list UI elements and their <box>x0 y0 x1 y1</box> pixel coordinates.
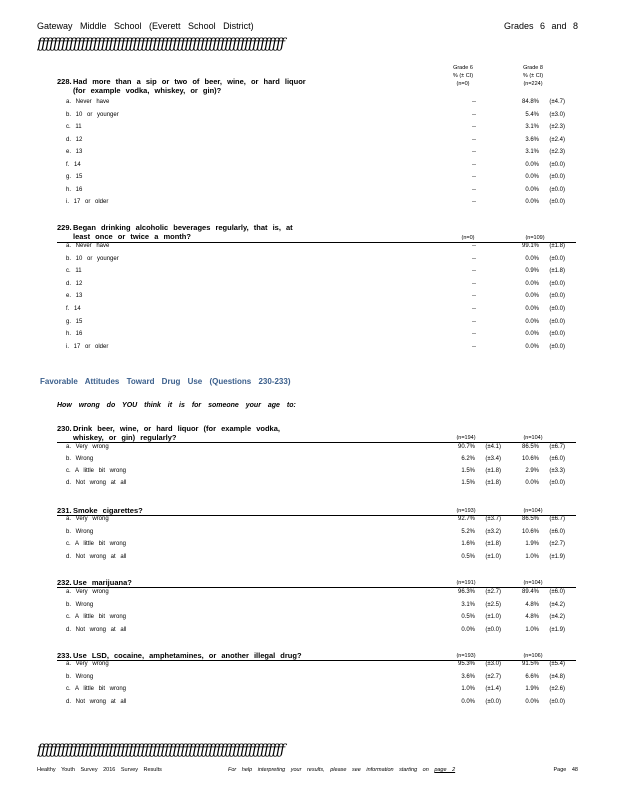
row-label: c. A little bit wrong <box>66 541 127 547</box>
cell-grade6-percent: 3.6% <box>461 673 475 680</box>
table-row <box>57 468 576 480</box>
row-label: f. 14 <box>66 306 81 312</box>
cell-grade6: -- <box>472 331 476 338</box>
cell-grade6-ci: (±1.0) <box>485 553 501 560</box>
row-label: a. Very wrong <box>66 589 109 595</box>
row-label: e. 13 <box>66 293 83 300</box>
cell-grade8-ci: (±0.0) <box>549 306 565 312</box>
cell-grade8-ci: (±0.0) <box>549 255 565 262</box>
cell-grade6-percent: 1.6% <box>461 541 475 547</box>
cell-grade8-percent: 5.4% <box>525 111 539 118</box>
cell-grade6-percent: 0.0% <box>461 626 475 633</box>
question-229: 229.Began drinking alcoholic beverages regularly, that is, at least once or twice a month? <box>57 223 293 241</box>
table-row <box>57 199 576 211</box>
cell-grade8-percent: 84.8% <box>521 99 539 105</box>
cell-grade8-percent: 1.9% <box>525 541 539 547</box>
table-row <box>57 331 576 343</box>
cell-grade8-percent: 0.0% <box>525 480 539 486</box>
cell-grade8-percent: 89.4% <box>521 589 539 595</box>
row-label: g. 15 <box>66 174 83 180</box>
row-label: c. 11 <box>66 268 82 275</box>
table-row <box>57 344 576 356</box>
table-row <box>57 480 576 492</box>
cell-grade8-ci: (±1.8) <box>549 268 565 275</box>
cell-grade6-percent: 0.5% <box>461 614 475 620</box>
cell-grade8-ci: (±6.0) <box>549 528 565 535</box>
cell-grade8-percent: 3.1% <box>525 149 539 155</box>
cell-grade8-ci: (±0.0) <box>549 343 565 350</box>
cell-grade8-ci: (±0.0) <box>549 280 565 287</box>
row-label: b. Wrong <box>66 528 94 535</box>
question-232: 232.Use marijuana? <box>57 578 132 587</box>
cell-grade8-percent: 1.0% <box>525 626 539 633</box>
table-row <box>57 614 576 626</box>
row-label: d. Not wrong at all <box>66 553 127 560</box>
cell-grade8-percent: 6.6% <box>525 673 539 680</box>
cell-grade8-ci: (±0.0) <box>549 293 565 300</box>
table-row <box>57 456 576 468</box>
row-label: a. Never have <box>66 243 110 249</box>
table-row <box>57 589 576 601</box>
cell-grade8-ci: (±4.7) <box>549 99 565 105</box>
cell-grade6-ci: (±0.0) <box>485 698 501 705</box>
cell-grade6-ci: (±1.4) <box>485 686 501 692</box>
rule-q232 <box>57 587 576 588</box>
cell-grade6: -- <box>472 99 476 105</box>
table-row <box>57 686 576 698</box>
table-row <box>57 243 576 255</box>
table-row <box>57 187 576 199</box>
footer-help: For help interpreting your results, please see information starting on page 2 <box>228 767 456 773</box>
cell-grade8-ci: (±0.0) <box>549 331 565 338</box>
cell-grade8-ci: (±0.0) <box>549 161 565 168</box>
decorative-rule-top: ƒƒƒƒƒƒƒƒƒƒƒƒƒƒƒƒƒƒƒƒƒƒƒƒƒƒƒƒƒƒƒƒƒƒƒƒƒƒƒƒƒƒƒƒƒƒƒƒƒƒƒƒƒƒƒƒƒƒƒƒƒƒ <box>37 36 284 52</box>
n-grade6-q232: (n=191) <box>456 580 476 586</box>
row-label: d. Not wrong at all <box>66 626 127 633</box>
cell-grade6: -- <box>472 255 476 262</box>
table-row <box>57 627 576 639</box>
table-row <box>57 319 576 331</box>
cell-grade6-ci: (±3.0) <box>485 661 501 667</box>
row-label: i. 17 or older <box>66 343 109 350</box>
cell-grade6-percent: 90.7% <box>457 444 475 450</box>
cell-grade6-percent: 92.7% <box>457 516 475 522</box>
cell-grade6-ci: (±1.8) <box>485 480 501 486</box>
footer-survey: Healthy Youth Survey 2016 Survey Results <box>37 767 162 773</box>
cell-grade6: -- <box>472 306 476 312</box>
cell-grade8-percent: 2.9% <box>525 468 539 474</box>
table-row <box>57 124 576 136</box>
table-row <box>57 112 576 124</box>
cell-grade6-ci: (±3.4) <box>485 456 501 462</box>
row-label: c. A little bit wrong <box>66 686 127 692</box>
cell-grade6-ci: (±1.8) <box>485 468 501 474</box>
cell-grade8-ci: (±0.0) <box>549 186 565 193</box>
n-grade8-q233: (n=106) <box>523 653 543 659</box>
cell-grade8-percent: 10.6% <box>521 456 539 462</box>
cell-grade8-percent: 0.0% <box>525 293 539 300</box>
cell-grade6-percent: 1.5% <box>461 468 475 474</box>
table-row <box>57 541 576 553</box>
row-label: d. Not wrong at all <box>66 480 127 486</box>
cell-grade8-ci: (±5.4) <box>549 661 565 667</box>
n-grade6-q233: (n=193) <box>456 653 476 659</box>
table-row <box>57 554 576 566</box>
table-row <box>57 516 576 528</box>
cell-grade6: -- <box>472 136 476 143</box>
table-row <box>57 137 576 149</box>
row-label: d. 12 <box>66 280 83 287</box>
row-label: b. 10 or younger <box>66 255 119 262</box>
row-label: f. 14 <box>66 161 81 168</box>
table-row <box>57 602 576 614</box>
table-row <box>57 444 576 456</box>
n-grade6-q230: (n=194) <box>456 435 476 441</box>
cell-grade8-ci: (±1.8) <box>549 243 565 249</box>
table-row <box>57 256 576 268</box>
cell-grade6: -- <box>472 268 476 275</box>
cell-grade8-percent: 91.5% <box>521 661 539 667</box>
cell-grade8-ci: (±2.6) <box>549 686 565 692</box>
cell-grade6: -- <box>472 280 476 287</box>
cell-grade6-ci: (±0.0) <box>485 626 501 633</box>
cell-grade8-ci: (±3.0) <box>549 111 565 118</box>
cell-grade8-percent: 3.1% <box>525 124 539 130</box>
cell-grade8-percent: 0.0% <box>525 280 539 287</box>
n-grade8-q230: (n=104) <box>523 435 543 441</box>
cell-grade8-ci: (±1.9) <box>549 553 565 560</box>
cell-grade8-ci: (±6.0) <box>549 589 565 595</box>
cell-grade8-percent: 0.0% <box>525 255 539 262</box>
cell-grade8-percent: 99.1% <box>521 243 539 249</box>
cell-grade6-ci: (±1.0) <box>485 614 501 620</box>
cell-grade8-percent: 0.9% <box>525 268 539 275</box>
question-228: 228.Had more than a sip or two of beer, wine, or hard liquor (for example vodka, whiskey, or gin)? <box>57 77 306 95</box>
cell-grade6-percent: 0.5% <box>461 553 475 560</box>
n-grade8-q231: (n=104) <box>523 508 543 514</box>
cell-grade6: -- <box>472 124 476 130</box>
header-school: Gateway Middle School (Everett School District) <box>37 21 254 31</box>
cell-grade6-percent: 96.3% <box>457 589 475 595</box>
footer-page-number: Page 48 <box>553 767 578 773</box>
cell-grade8-percent: 4.8% <box>525 601 539 608</box>
row-label: c. A little bit wrong <box>66 614 127 620</box>
cell-grade8-ci: (±4.2) <box>549 614 565 620</box>
cell-grade8-percent: 0.0% <box>525 698 539 705</box>
question-231: 231.Smoke cigarettes? <box>57 506 143 515</box>
cell-grade8-percent: 10.6% <box>521 528 539 535</box>
row-label: b. Wrong <box>66 456 94 462</box>
cell-grade6-ci: (±1.8) <box>485 541 501 547</box>
cell-grade8-percent: 1.9% <box>525 686 539 692</box>
table-row <box>57 661 576 673</box>
cell-grade8-percent: 0.0% <box>525 199 539 205</box>
n-grade6-q229: (n=0) <box>461 235 475 241</box>
cell-grade6: -- <box>472 243 476 249</box>
cell-grade8-ci: (±2.3) <box>549 149 565 155</box>
row-label: a. Never have <box>66 99 110 105</box>
n-grade8-q232: (n=104) <box>523 580 543 586</box>
cell-grade6-percent: 1.0% <box>461 686 475 692</box>
cell-grade8-ci: (±0.0) <box>549 199 565 205</box>
cell-grade8-ci: (±4.2) <box>549 601 565 608</box>
table-row <box>57 174 576 186</box>
cell-grade6: -- <box>472 111 476 118</box>
cell-grade8-percent: 86.5% <box>521 444 539 450</box>
row-label: h. 16 <box>66 331 83 338</box>
cell-grade8-percent: 0.0% <box>525 174 539 180</box>
question-233: 233.Use LSD, cocaine, amphetamines, or another illegal drug? <box>57 651 302 660</box>
cell-grade6-ci: (±2.7) <box>485 589 501 595</box>
table-row <box>57 699 576 711</box>
cell-grade8-ci: (±0.0) <box>549 318 565 325</box>
section-title: Favorable Attitudes Toward Drug Use (Questions 230-233) <box>40 377 291 386</box>
cell-grade6-percent: 3.1% <box>461 601 475 608</box>
cell-grade8-percent: 0.0% <box>525 306 539 312</box>
cell-grade6-percent: 95.3% <box>457 661 475 667</box>
cell-grade6: -- <box>472 186 476 193</box>
row-label: b. Wrong <box>66 673 94 680</box>
rule-q230 <box>57 442 576 443</box>
cell-grade8-percent: 0.0% <box>525 161 539 168</box>
row-label: c. A little bit wrong <box>66 468 127 474</box>
cell-grade8-percent: 0.0% <box>525 186 539 193</box>
cell-grade6-ci: (±2.5) <box>485 601 501 608</box>
cell-grade6-ci: (±3.7) <box>485 516 501 522</box>
row-label: a. Very wrong <box>66 516 109 522</box>
table-row <box>57 99 576 111</box>
cell-grade8-ci: (±2.4) <box>549 136 565 143</box>
cell-grade6: -- <box>472 343 476 350</box>
table-row <box>57 149 576 161</box>
row-label: i. 17 or older <box>66 199 109 205</box>
cell-grade8-ci: (±2.3) <box>549 124 565 130</box>
row-label: b. Wrong <box>66 601 94 608</box>
cell-grade8-percent: 0.0% <box>525 318 539 325</box>
cell-grade6-ci: (±4.1) <box>485 444 501 450</box>
header-grades: Grades 6 and 8 <box>503 21 578 31</box>
row-label: e. 13 <box>66 149 83 155</box>
cell-grade8-ci: (±2.7) <box>549 541 565 547</box>
row-label: g. 15 <box>66 318 83 325</box>
table-row <box>57 529 576 541</box>
row-label: b. 10 or younger <box>66 111 119 118</box>
cell-grade8-percent: 0.0% <box>525 343 539 350</box>
n-grade8-q229: (n=109) <box>525 235 545 241</box>
cell-grade8-ci: (±0.0) <box>549 698 565 705</box>
cell-grade8-ci: (±4.8) <box>549 673 565 680</box>
cell-grade8-percent: 0.0% <box>525 331 539 338</box>
cell-grade6: -- <box>472 161 476 168</box>
row-label: d. 12 <box>66 136 83 143</box>
row-label: a. Very wrong <box>66 444 109 450</box>
table-row <box>57 306 576 318</box>
cell-grade8-percent: 4.8% <box>525 614 539 620</box>
cell-grade8-ci: (±6.7) <box>549 444 565 450</box>
decorative-rule-bottom: ƒƒƒƒƒƒƒƒƒƒƒƒƒƒƒƒƒƒƒƒƒƒƒƒƒƒƒƒƒƒƒƒƒƒƒƒƒƒƒƒƒƒƒƒƒƒƒƒƒƒƒƒƒƒƒƒƒƒƒƒƒƒ <box>37 742 284 758</box>
cell-grade6-percent: 6.2% <box>461 456 475 462</box>
table-row <box>57 268 576 280</box>
cell-grade6: -- <box>472 174 476 180</box>
table-row <box>57 162 576 174</box>
cell-grade6-ci: (±3.2) <box>485 528 501 535</box>
row-label: c. 11 <box>66 124 82 130</box>
cell-grade8-ci: (±0.0) <box>549 480 565 486</box>
cell-grade8-percent: 86.5% <box>521 516 539 522</box>
table-row <box>57 674 576 686</box>
cell-grade6: -- <box>472 199 476 205</box>
cell-grade6: -- <box>472 149 476 155</box>
cell-grade8-percent: 1.0% <box>525 553 539 560</box>
footer-page-link[interactable]: page 2 <box>434 767 456 773</box>
cell-grade6: -- <box>472 293 476 300</box>
cell-grade6-percent: 0.0% <box>461 698 475 705</box>
cell-grade8-percent: 3.6% <box>525 136 539 143</box>
cell-grade6-percent: 1.5% <box>461 480 475 486</box>
table-row <box>57 281 576 293</box>
cell-grade8-ci: (±6.7) <box>549 516 565 522</box>
column-header-grade6: Grade 6 % (± CI) (n=0) <box>452 65 474 87</box>
cell-grade6-ci: (±2.7) <box>485 673 501 680</box>
cell-grade8-ci: (±6.0) <box>549 456 565 462</box>
question-230: 230.Drink beer, wine, or hard liquor (for example vodka, whiskey, or gin) regularly? <box>57 424 280 442</box>
row-label: a. Very wrong <box>66 661 109 667</box>
row-label: d. Not wrong at all <box>66 698 127 705</box>
cell-grade6: -- <box>472 318 476 325</box>
section-prompt: How wrong do YOU think it is for someone your age to: <box>57 402 296 409</box>
row-label: h. 16 <box>66 186 83 193</box>
cell-grade8-ci: (±0.0) <box>549 174 565 180</box>
cell-grade6-percent: 5.2% <box>461 528 475 535</box>
cell-grade8-ci: (±3.3) <box>549 468 565 474</box>
column-header-grade8: Grade 8 % (± CI) (n=224) <box>522 65 544 87</box>
n-grade6-q231: (n=193) <box>456 508 476 514</box>
table-row <box>57 293 576 305</box>
cell-grade8-ci: (±1.9) <box>549 626 565 633</box>
